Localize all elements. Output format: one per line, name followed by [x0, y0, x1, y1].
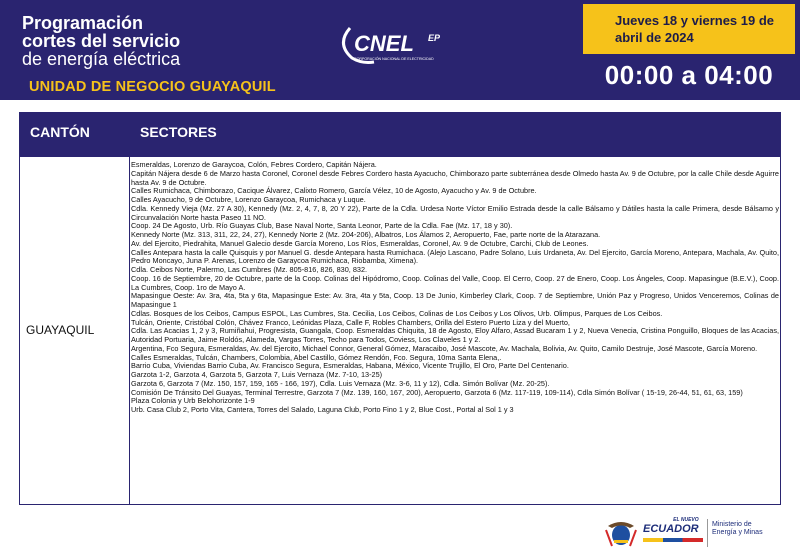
- table-header: [20, 113, 780, 157]
- ecuador-coat-of-arms-icon: [604, 518, 638, 548]
- ecuador-text: ECUADOR: [643, 523, 699, 535]
- business-unit-label: UNIDAD DE NEGOCIO GUAYAQUIL: [29, 79, 276, 95]
- sector-entry: Av. del Ejercito, Piedrahita, Manuel Galecio desde García Moreno, Los Ríos, Esmeraldas, Coronel, Av. 9 de Octubre, Carchi, Club de Leones.: [131, 238, 589, 248]
- logo-text: CNEL: [354, 31, 414, 56]
- logo-suffix: EP: [428, 33, 441, 43]
- sector-entry: Coop. 16 de Septiembre, 20 de Octubre, parte de la Coop. Colinas del Hipódromo, Coop. Colinas del Valle, Coop. El Cerro, Coop. 27 de Enero, Coop. Los Ángeles, Coop. Mapasingue (B.E.V.), Coop. La Cumbres, Coop. 1ro de Mayo A.: [131, 273, 779, 292]
- header-banner: [0, 0, 800, 100]
- sector-entry: Kennedy Norte (Mz. 313, 311, 22, 24, 27), Kennedy Norte 2 (Mz. 204-206), Albatros, Los Álamos 2, Aeropuerto, Fae, parte norte de la Atarazana.: [131, 230, 601, 239]
- sector-entry: Capitán Nájera desde 6 de Marzo hasta Coronel, Coronel desde Febres Cordero hasta Ayacucho, Chimborazo parte subterránea desde Olmedo hasta Av. 9 de Octubre, por la calle Chile desde Aguirre hasta Av. 9 de Octubre.: [131, 168, 779, 187]
- ministry-line-2: Energía y Minas: [712, 529, 763, 536]
- sector-entry: Cdlas. Bosques de los Ceibos, Campus ESPOL, Las Cumbres, Sta. Cecilia, Los Ceibos, Colinas de Los Ceibos y Los Olivos, Urb. Olimpus, Parques de Los Ceibos.: [131, 308, 663, 318]
- sector-entry: Urb. Casa Club 2, Porto Vita, Cantera, Torres del Salado, Laguna Club, Porto Fino 1 y 2, Blue Cost., Portal al Sol 1 y 3: [131, 405, 514, 414]
- date-line-1: Jueves 18 y viernes 19 de: [615, 13, 775, 28]
- ministry-label: [712, 521, 763, 537]
- page-title: [22, 14, 180, 68]
- date-box: [583, 4, 795, 54]
- sector-entry: Garzota 1-2, Garzota 4, Garzota 5, Garzota 7, Luis Vernaza (Mz. 7-10, 13-25): [131, 370, 383, 379]
- canton-cell: GUAYAQUIL: [26, 323, 95, 337]
- sector-entry: Cdla. Kennedy Vieja (Mz. 27 A 30), Kennedy (Mz. 2, 4, 7, 8, 20 Y 22), Parte de la Cdla. Urdesa Norte Víctor Emilio Estrada desde la calle Bálsamo y Dátiles hasta la calle Primera, desde Bálsamo y Circunvalación Norte hasta Paseo 11 NO.: [131, 203, 779, 222]
- sector-entry: Argentina, Fco Segura, Esmeraldas, Av. del Ejercito, Michael Connor, General Gómez, Maracaibo, José Mascote, Av. Machala, Bolivia, Av. Quito, Camilo Destruje, José Mascote, García Moreno.: [131, 343, 758, 353]
- sector-entry: Calles Esmeraldas, Tulcán, Chambers, Colombia, Abel Castillo, Gómez Rendón, Fco. Segura, 10ma Santa Elena,.: [131, 352, 502, 362]
- ecuador-prefix: EL NUEVO: [673, 517, 699, 523]
- sector-entry: Comisión De Tránsito Del Guayas, Terminal Terrestre, Garzota 7 (Mz. 139, 160, 167, 200), Aeropuerto, Garzota 6 (Mz. 117-119, 109-114), Cdla Simón Bolívar ( 15-19, 26-44, 51, 61, 63, 159): [131, 387, 743, 397]
- sectors-cell: [131, 161, 779, 415]
- sector-entry: Barrio Cuba, Viviendas Barrio Cuba, Av. Francisco Segura, Esmeraldas, Habana, México, Vicente Trujillo, El Oro, Parte Del Centenario.: [131, 361, 569, 371]
- sector-entry: Plaza Colonia y Urb Belohorizonte 1-9: [131, 396, 255, 406]
- column-header-canton: CANTÓN: [30, 124, 90, 140]
- flag-stripe: [643, 538, 703, 542]
- column-header-sectors: SECTORES: [140, 124, 217, 140]
- footer-divider: [707, 519, 708, 547]
- sector-entry: Mapasingue Oeste: Av. 3ra, 4ta, 5ta y 6ta, Mapasingue Este: Av. 3ra, 4ta y 5ta, Coop. 13 De Junio, Kimberley Clark, Coop. 7 de Septiembre, Unión Paz y Progreso, Unidos Venceremos, Colinas de Mapasingue 1: [131, 291, 779, 309]
- cnel-logo: [340, 22, 460, 68]
- sector-entry: Calles Antepara hasta la calle Quisquis y por Manuel G. desde Antepara hasta Rumichaca. (Alejo Lascano, Padre Solano, Luis Urdaneta, Av. Del Ejercito, García Moreno, Antepara, Machala, Av. Quito, Pedro Moncayo, Juna P. Arenas, Lorenzo de Garaycoa Rumichaca, Riobamba, Ximena).: [131, 247, 779, 266]
- time-range: 00:00 a 04:00: [604, 60, 774, 90]
- sector-entry: Garzota 6, Garzota 7 (Mz. 150, 157, 159, 165 - 166, 197), Cdla. Luis Vernaza (Mz. 3-6, 11 y 12), Cdla. Simón Bolívar (Mz. 20-25).: [131, 378, 550, 388]
- ecuador-brand: [643, 518, 699, 535]
- sector-entry: Esmeraldas, Lorenzo de Garaycoa, Colón, Febres Cordero, Capitán Nájera.: [131, 160, 377, 169]
- title-line-3: de energía eléctrica: [22, 49, 181, 69]
- logo-subtext: CORPORACIÓN NACIONAL DE ELECTRICIDAD: [354, 57, 434, 61]
- column-divider: [129, 113, 130, 504]
- ministry-line-1: Ministerio de: [712, 521, 752, 528]
- date-line-2: abril de 2024: [615, 30, 694, 45]
- title-line-1: Programación: [22, 13, 144, 33]
- title-line-2: cortes del servicio: [22, 31, 181, 51]
- sector-entry: Tulcán, Oriente, Cristóbal Colón, Chávez Franco, Leónidas Plaza, Calle F, Robles Chambers, Orilla del Estero Puerto Liza y del Muerto,: [131, 317, 570, 327]
- sector-entry: Coop. 24 De Agosto, Urb. Río Guayas Club, Base Naval Norte, Santa Leonor, Parte de la Cdla. Fae (Mz. 17, 18 y 30).: [131, 221, 513, 231]
- schedule-table: [19, 112, 781, 505]
- sector-entry: Calles Ayacucho, 9 de Octubre, Lorenzo Garaycoa, Rumichaca y Luque.: [131, 195, 366, 204]
- sector-entry: Calles Rumichaca, Chimborazo, Cacique Álvarez, Calixto Romero, García Vélez, 10 de Agosto, Ayacucho y Av. 9 de Octubre.: [131, 186, 537, 196]
- sector-entry: Cdla. Ceibos Norte, Palermo, Las Cumbres (Mz. 805-816, 826, 830, 832.: [131, 265, 368, 274]
- sector-entry: Cdla. Las Acacias 1, 2 y 3, Rumiñahui, Progresista, Guangala, Coop. Esmeraldas Chiquita, 18 de Agosto, Eloy Alfaro, Assad Bucaram 1 y 2, Nueva Venecia, Cristina Ponguillo, Bloques de las Acacias, Autoridad Portuaria, Jaime Roldós, Alameda, Vargas Torres, Techo para Todos, Coviess, Los Claveles 1 y 2.: [131, 326, 779, 344]
